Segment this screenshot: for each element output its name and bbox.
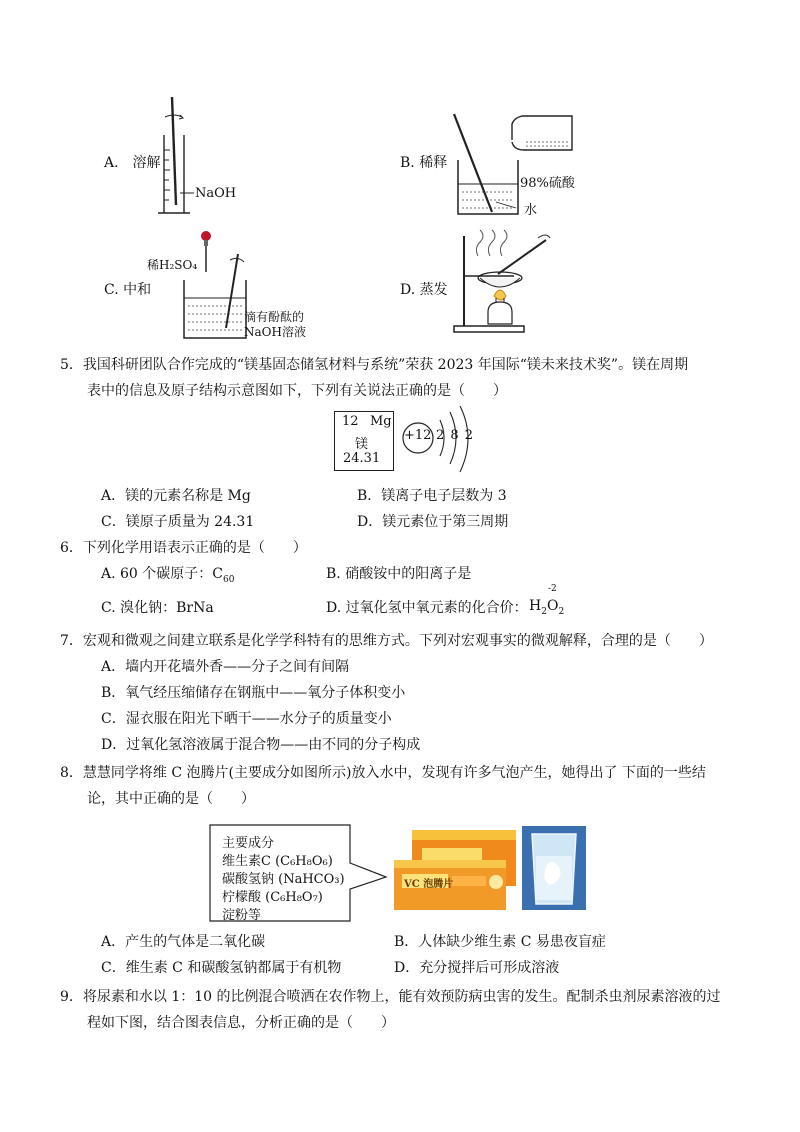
question-9-stem-line2: 程如下图，结合图表信息，分析正确的是（ ） xyxy=(87,1015,395,1031)
ingredient-citric-acid: 柠檬酸 (C₆H₈O₇) xyxy=(222,890,323,905)
package-label: VC 泡腾片 xyxy=(404,879,454,890)
beaker-dilution-icon xyxy=(452,112,582,222)
q6-option-a-text: A. 60 个碳原子：C xyxy=(101,566,223,582)
q8-option-d: D．充分搅拌后可形成溶液 xyxy=(394,960,560,976)
q5-option-d: D．镁元素位于第三周期 xyxy=(357,514,509,530)
glass-of-water-image xyxy=(522,826,586,910)
q4-option-c: C. 中和 xyxy=(104,282,152,298)
q6-option-b: B. 硝酸铵中的阳离子是 xyxy=(326,566,472,582)
question-8-stem-line2: 论，其中正确的是（ ） xyxy=(87,791,255,807)
q4-option-b: B. 稀释 xyxy=(400,155,448,171)
formula-o: O xyxy=(546,598,559,614)
question-6-stem: 6．下列化学用语表示正确的是（ ） xyxy=(60,540,307,556)
q4-option-a: A. 溶解 xyxy=(104,155,161,171)
question-7-stem: 7．宏观和微观之间建立联系是化学学科特有的思维方式。下列对宏观事实的微观解释，合理的是（ ） xyxy=(60,633,713,649)
electron-shells: 2 8 2 xyxy=(436,428,475,443)
sulfuric-acid-label: 98%硫酸 xyxy=(520,176,575,191)
ingredient-sodium-bicarbonate: 碳酸氢钠 (NaHCO₃) xyxy=(222,872,345,887)
formula-o-sub: 2 xyxy=(558,606,565,617)
hydrogen-peroxide-formula xyxy=(529,584,565,617)
dilute-acid-label: 稀H₂SO₄ xyxy=(147,258,198,272)
q7-option-a: A．墙内开花墙外香——分子之间有间隔 xyxy=(101,659,350,675)
question-9-stem-line1: 9．将尿素和水以 1：10 的比例混合喷洒在农作物上，能有效预防病虫害的发生。配制杀虫剂尿素溶液的过 xyxy=(60,989,721,1005)
ingredients-list xyxy=(222,835,345,925)
graduated-cylinder-icon xyxy=(150,95,230,225)
q7-option-b: B．氧气经压缩储存在钢瓶中——氧分子体积变小 xyxy=(101,685,406,701)
q8-option-a: A．产生的气体是二氧化碳 xyxy=(101,934,266,950)
q6-option-c: C. 溴化钠：BrNa xyxy=(101,600,214,616)
ingredient-vitamin-c: 维生素C (C₆H₈O₆) xyxy=(222,854,333,869)
evaporation-apparatus-icon xyxy=(450,226,560,338)
formula-h: H xyxy=(529,598,542,614)
element-name: 镁 xyxy=(355,437,369,452)
q6-option-d xyxy=(326,597,528,617)
q7-option-c: C．湿衣服在阳光下晒干——水分子的质量变小 xyxy=(101,711,392,727)
ingredient-starch: 淀粉等 xyxy=(222,908,262,923)
naoh-solution-label: NaOH溶液 xyxy=(244,325,306,339)
atomic-mass: 24.31 xyxy=(343,451,381,466)
element-symbol: Mg xyxy=(370,414,392,429)
formula-o-wrap xyxy=(546,584,559,614)
q4-option-d: D. 蒸发 xyxy=(400,282,448,298)
nucleus-charge: +12 xyxy=(404,428,432,443)
water-label: 水 xyxy=(524,203,538,218)
q6-option-a xyxy=(101,563,234,585)
vc-tablet-package-image xyxy=(392,826,518,912)
question-5-stem-line2: 表中的信息及原子结构示意图如下，下列有关说法正确的是（ ） xyxy=(87,383,507,399)
q5-option-b: B．镁离子电子层数为 3 xyxy=(357,488,507,504)
ingredients-title: 主要成分 xyxy=(222,836,275,851)
q8-option-b: B．人体缺少维生素 C 易患夜盲症 xyxy=(394,934,606,950)
naoh-label: NaOH xyxy=(195,186,237,201)
q6-option-a-subscript: 60 xyxy=(223,574,235,585)
question-8-stem-line1: 8．慧慧同学将维 C 泡腾片(主要成分如图所示)放入水中，发现有许多气泡产生，她得出了 下面的一些结 xyxy=(60,765,706,781)
q5-option-c: C．镁原子质量为 24.31 xyxy=(101,514,255,530)
phenolphthalein-label: 滴有酚酞的 xyxy=(244,310,305,324)
q5-option-a: A．镁的元素名称是 Mg xyxy=(101,488,251,504)
q7-option-d: D．过氧化氢溶液属于混合物——由不同的分子构成 xyxy=(101,737,421,753)
q8-option-c: C．维生素 C 和碳酸氢钠都属于有机物 xyxy=(101,960,342,976)
oxygen-valence: -2 xyxy=(547,584,557,594)
periodic-table-cell xyxy=(334,411,394,471)
q6-option-d-text: D. 过氧化氢中氧元素的化合价： xyxy=(326,600,528,616)
atomic-number: 12 xyxy=(342,414,359,429)
formula-h-sub: 2 xyxy=(541,606,547,617)
question-5-stem-line1: 5．我国科研团队合作完成的“镁基固态储氢材料与系统”荣获 2023 年国际“镁未来技术奖”。镁在周期 xyxy=(60,357,689,373)
